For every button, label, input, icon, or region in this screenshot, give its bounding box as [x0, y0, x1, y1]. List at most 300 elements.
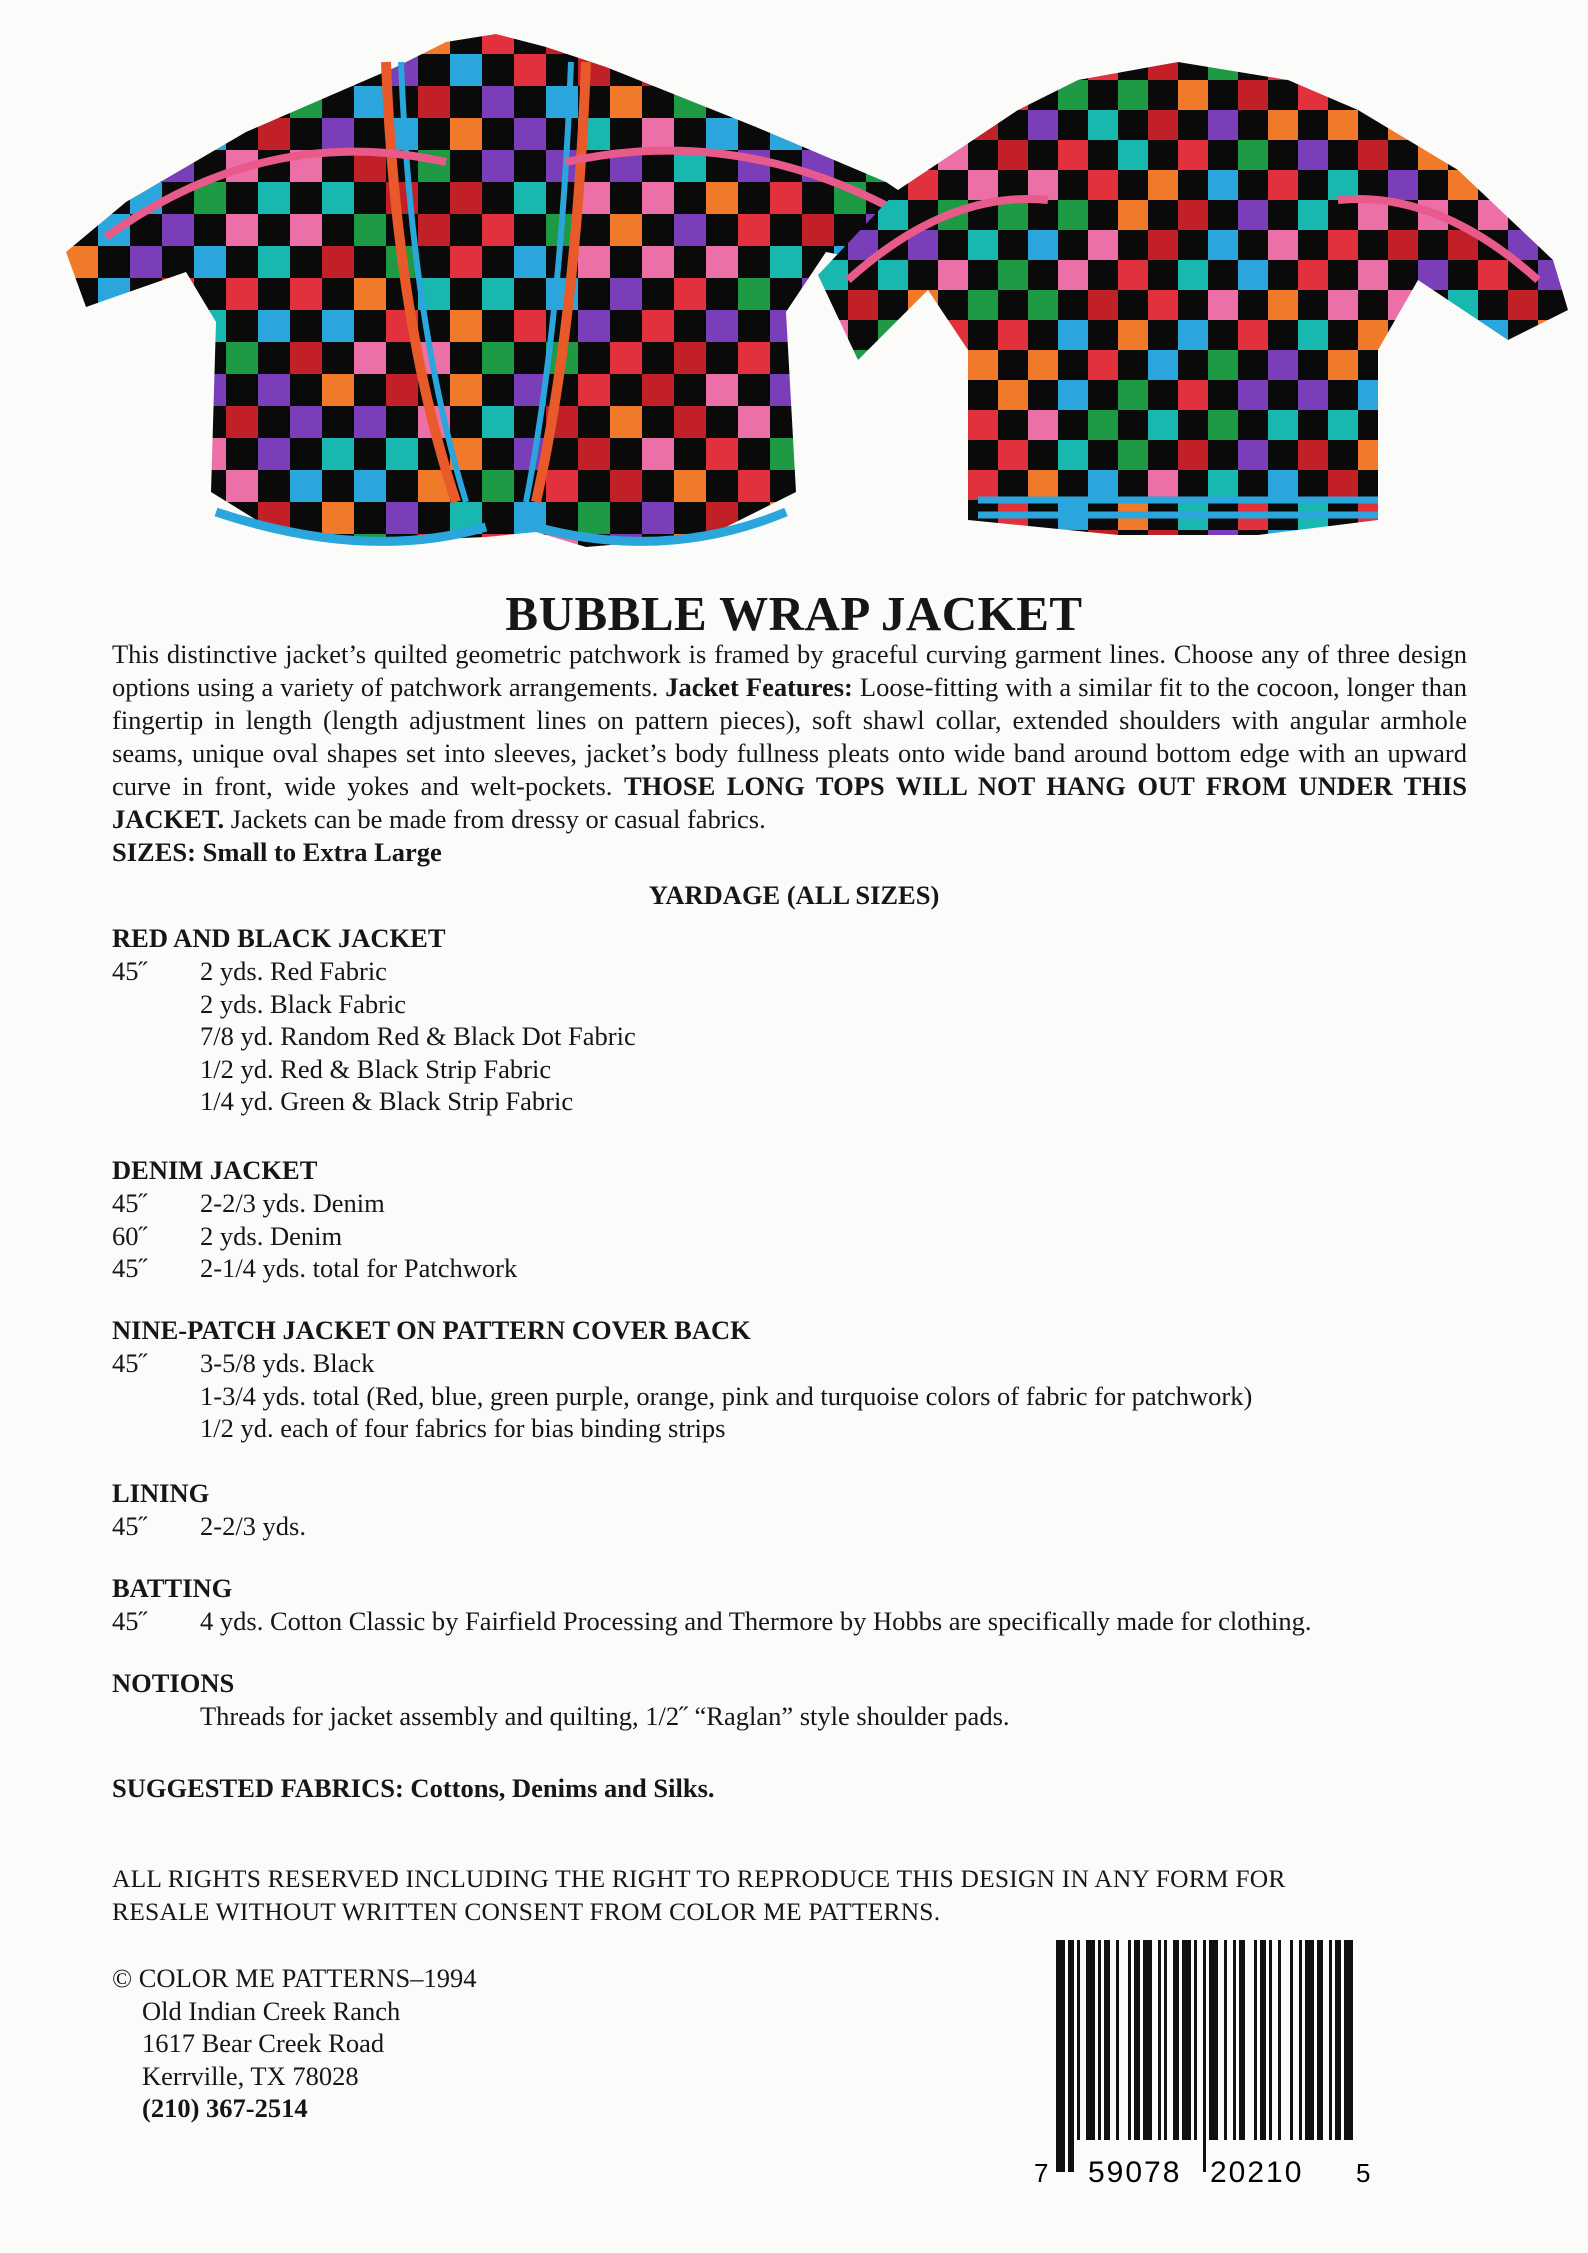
patch-square [878, 290, 908, 320]
patch-square [1478, 110, 1508, 140]
patch-square [1478, 470, 1508, 500]
patch-square [818, 410, 848, 440]
patch-square [1028, 140, 1058, 170]
patch-square [1088, 260, 1118, 290]
patch-square [968, 140, 998, 170]
patch-square [610, 502, 642, 534]
patch-square [1478, 380, 1508, 410]
patch-square [642, 310, 674, 342]
patch-square [706, 118, 738, 150]
patch-square [1538, 230, 1568, 260]
patch-square [908, 320, 938, 350]
patch-square [226, 374, 258, 406]
patch-square [322, 86, 354, 118]
patch-square [642, 278, 674, 310]
patch-square [290, 438, 322, 470]
patch-square [1208, 170, 1238, 200]
yardage-text: 1/2 yd. each of four fabrics for bias binding strips [200, 1413, 726, 1443]
patch-square [194, 342, 226, 374]
patch-square [1298, 200, 1328, 230]
patch-square [1508, 290, 1538, 320]
patch-square [1148, 440, 1178, 470]
patch-square [514, 310, 546, 342]
yardage-text: 2-2/3 yds. [200, 1511, 306, 1541]
patch-square [1328, 290, 1358, 320]
patch-square [226, 214, 258, 246]
patch-square [66, 342, 98, 374]
yardage-text: 2-2/3 yds. Denim [200, 1188, 385, 1218]
patch-square [610, 470, 642, 502]
barcode-bar [1182, 1940, 1191, 2140]
patch-square [998, 80, 1028, 110]
patch-square [578, 438, 610, 470]
patch-square [1208, 350, 1238, 380]
patch-square [482, 470, 514, 502]
publisher-address [112, 1962, 476, 2125]
patch-square [130, 374, 162, 406]
patch-square [1508, 440, 1538, 470]
patch-square [226, 86, 258, 118]
patch-square [1478, 50, 1508, 80]
patch-square [1418, 530, 1448, 540]
patch-square [878, 110, 908, 140]
patch-square [546, 150, 578, 182]
patch-square [770, 22, 802, 54]
patch-square [322, 438, 354, 470]
patch-square [674, 86, 706, 118]
patch-square [998, 110, 1028, 140]
patch-square [738, 182, 770, 214]
patch-square [290, 118, 322, 150]
patch-square [848, 440, 878, 470]
patch-square [1178, 200, 1208, 230]
patch-square [194, 86, 226, 118]
patch-square [706, 22, 738, 54]
patch-square [98, 374, 130, 406]
patch-square [450, 246, 482, 278]
barcode-bar [1194, 1940, 1197, 2140]
patch-square [322, 502, 354, 534]
patch-square [1118, 80, 1148, 110]
patch-square [66, 502, 98, 534]
patch-square [1028, 230, 1058, 260]
fabric-width: 45˝ [112, 1348, 148, 1378]
patch-square [1058, 290, 1088, 320]
address-ranch: Old Indian Creek Ranch [142, 1995, 401, 2026]
patch-square [354, 22, 386, 54]
barcode-bar [1317, 1940, 1323, 2140]
patch-square [1538, 350, 1568, 380]
patch-square [1058, 350, 1088, 380]
patch-square [1508, 80, 1538, 110]
patch-square [1118, 380, 1148, 410]
patch-square [1118, 140, 1148, 170]
patch-square [818, 50, 848, 80]
patch-square [1388, 170, 1418, 200]
patch-square [1028, 110, 1058, 140]
patch-square [98, 86, 130, 118]
patch-square [1478, 200, 1508, 230]
patch-square [578, 374, 610, 406]
patch-square [1238, 290, 1268, 320]
patch-square [1538, 530, 1568, 540]
patch-square [706, 310, 738, 342]
section-nine-patch [112, 1314, 1512, 1445]
patch-square [908, 500, 938, 530]
patch-square [1448, 530, 1478, 540]
patch-square [706, 214, 738, 246]
yardage-text: 1/4 yd. Green & Black Strip Fabric [200, 1086, 574, 1116]
patch-square [998, 50, 1028, 80]
patch-square [162, 342, 194, 374]
patch-square [354, 406, 386, 438]
patch-square [770, 534, 802, 552]
patch-square [1328, 200, 1358, 230]
patch-square [162, 54, 194, 86]
patch-square [818, 530, 848, 540]
barcode-bar [1254, 1940, 1257, 2140]
patch-square [1478, 320, 1508, 350]
patch-square [908, 140, 938, 170]
patch-square [1538, 260, 1568, 290]
patch-square [1358, 140, 1388, 170]
patch-square [290, 470, 322, 502]
patch-square [482, 182, 514, 214]
patch-square [1538, 410, 1568, 440]
patch-square [322, 342, 354, 374]
patch-square [1538, 290, 1568, 320]
patch-square [226, 246, 258, 278]
patch-square [194, 310, 226, 342]
patch-square [1448, 50, 1478, 80]
patch-square [482, 54, 514, 86]
patch-square [1388, 80, 1418, 110]
patch-square [1478, 350, 1508, 380]
patch-square [1508, 380, 1538, 410]
patch-square [1508, 320, 1538, 350]
patch-square [290, 182, 322, 214]
patch-square [938, 530, 968, 540]
patch-square [674, 310, 706, 342]
patch-square [98, 502, 130, 534]
patch-square [354, 342, 386, 374]
patch-square [848, 320, 878, 350]
patch-square [1388, 470, 1418, 500]
patch-square [1358, 230, 1388, 260]
patch-square [770, 406, 802, 438]
patch-square [1388, 440, 1418, 470]
patch-square [878, 470, 908, 500]
patch-square [818, 110, 848, 140]
patch-square [908, 110, 938, 140]
patch-square [1358, 320, 1388, 350]
patch-square [322, 22, 354, 54]
patch-square [546, 470, 578, 502]
patch-square [1268, 350, 1298, 380]
patch-square [130, 470, 162, 502]
patch-square [1058, 320, 1088, 350]
patch-square [98, 182, 130, 214]
patch-square [1478, 500, 1508, 530]
patch-square [1208, 200, 1238, 230]
patch-square [1358, 110, 1388, 140]
yardage-line [112, 1020, 1512, 1053]
patch-square [226, 22, 258, 54]
patch-square [1148, 290, 1178, 320]
patch-square [322, 214, 354, 246]
patch-square [386, 502, 418, 534]
patch-square [1238, 410, 1268, 440]
patch-square [290, 374, 322, 406]
patch-square [968, 260, 998, 290]
suggested-fabrics: SUGGESTED FABRICS: Cottons, Denims and Silks. [112, 1773, 715, 1803]
patch-square [194, 406, 226, 438]
patch-square [848, 200, 878, 230]
patch-square [998, 290, 1028, 320]
patch-square [1088, 410, 1118, 440]
patch-square [642, 182, 674, 214]
patch-square [848, 380, 878, 410]
patch-square [1268, 200, 1298, 230]
patch-square [674, 406, 706, 438]
patch-square [258, 54, 290, 86]
patch-square [968, 410, 998, 440]
patch-square [1418, 320, 1448, 350]
barcode-bar [1299, 1940, 1302, 2140]
patch-square [482, 342, 514, 374]
patch-square [818, 230, 848, 260]
patch-square [258, 118, 290, 150]
patch-square [1448, 140, 1478, 170]
patch-square [450, 374, 482, 406]
patch-square [674, 182, 706, 214]
patch-square [998, 380, 1028, 410]
patch-square [290, 86, 322, 118]
patch-square [818, 350, 848, 380]
patch-square [162, 310, 194, 342]
patch-square [908, 260, 938, 290]
patch-square [968, 470, 998, 500]
patch-square [98, 150, 130, 182]
section-title: NOTIONS [112, 1668, 235, 1698]
barcode-bar [1269, 1940, 1272, 2140]
page-title: BUBBLE WRAP JACKET [505, 586, 1083, 641]
patch-square [354, 470, 386, 502]
patch-square [226, 534, 258, 552]
patch-square [968, 50, 998, 80]
patch-square [1058, 170, 1088, 200]
patch-square [1388, 350, 1418, 380]
barcode-bars [1056, 1940, 1353, 2172]
patch-square [1328, 230, 1358, 260]
patch-square [770, 470, 802, 502]
rights-notice [112, 1862, 1286, 1928]
patch-square [1538, 320, 1568, 350]
patch-square [1028, 440, 1058, 470]
patch-square [1058, 260, 1088, 290]
barcode-bar [1086, 1940, 1095, 2140]
barcode-bar [1260, 1940, 1266, 2140]
patch-square [706, 86, 738, 118]
address-street: 1617 Bear Creek Road [142, 2028, 385, 2058]
patch-square [66, 246, 98, 278]
patch-square [1448, 80, 1478, 110]
patch-square [642, 502, 674, 534]
patch-square [818, 470, 848, 500]
patch-square [1328, 470, 1358, 500]
patch-square [1298, 410, 1328, 440]
patch-square [642, 438, 674, 470]
patch-square [848, 410, 878, 440]
patch-square [642, 214, 674, 246]
patch-square [938, 500, 968, 530]
patch-square [1418, 110, 1448, 140]
patch-square [1418, 230, 1448, 260]
patch-square [162, 502, 194, 534]
patch-square [818, 80, 848, 110]
patch-square [1178, 170, 1208, 200]
patch-square [130, 342, 162, 374]
yardage-text: 2-1/4 yds. total for Patchwork [200, 1253, 518, 1283]
patch-square [848, 470, 878, 500]
barcode-bar [1239, 1940, 1245, 2140]
patch-square [706, 342, 738, 374]
patch-square [938, 260, 968, 290]
patch-square [514, 54, 546, 86]
patch-square [162, 118, 194, 150]
patch-square [818, 320, 848, 350]
patch-square [1208, 110, 1238, 140]
patch-square [66, 150, 98, 182]
patch-square [738, 406, 770, 438]
patch-square [1118, 350, 1148, 380]
patch-square [514, 118, 546, 150]
patch-square [1028, 380, 1058, 410]
patch-square [66, 182, 98, 214]
patch-square [1028, 80, 1058, 110]
patch-square [738, 310, 770, 342]
patch-square [162, 534, 194, 552]
patch-square [610, 278, 642, 310]
patch-square [130, 310, 162, 342]
patch-square [66, 406, 98, 438]
patch-square [968, 320, 998, 350]
patch-square [386, 22, 418, 54]
patch-square [1448, 380, 1478, 410]
patch-square [1298, 170, 1328, 200]
patch-square [1418, 50, 1448, 80]
barcode-bar [1329, 1940, 1332, 2140]
patch-square [938, 290, 968, 320]
patch-square [1178, 410, 1208, 440]
patch-square [968, 230, 998, 260]
patch-square [1268, 260, 1298, 290]
patch-square [938, 170, 968, 200]
patch-square [610, 342, 642, 374]
patch-square [770, 278, 802, 310]
section-title: BATTING [112, 1573, 233, 1603]
patch-square [968, 110, 998, 140]
patch-square [674, 214, 706, 246]
patch-square [1058, 200, 1088, 230]
patch-square [1178, 530, 1208, 540]
patch-square [1028, 320, 1058, 350]
patch-square [1448, 290, 1478, 320]
patch-square [482, 214, 514, 246]
patch-square [1298, 530, 1328, 540]
patch-square [130, 502, 162, 534]
patch-square [1238, 260, 1268, 290]
patch-square [1538, 50, 1568, 80]
barcode-bar [1068, 1940, 1074, 2172]
patchwork-back [818, 50, 1568, 540]
patch-square [1328, 140, 1358, 170]
patchwork-front [66, 22, 946, 552]
yardage-line [112, 1510, 1512, 1543]
patch-square [130, 150, 162, 182]
patch-square [1028, 410, 1058, 440]
patch-square [1268, 170, 1298, 200]
phone-number: (210) 367-2514 [142, 2093, 308, 2123]
patch-square [578, 278, 610, 310]
yardage-line [112, 1412, 1512, 1445]
patch-square [1508, 200, 1538, 230]
patch-square [1118, 200, 1148, 230]
patch-square [354, 118, 386, 150]
barcode-bar [1143, 1940, 1152, 2140]
patch-square [98, 534, 130, 552]
patch-square [1178, 140, 1208, 170]
patch-square [968, 380, 998, 410]
patch-square [514, 86, 546, 118]
patch-square [354, 438, 386, 470]
patch-square [1118, 260, 1148, 290]
patch-square [1358, 440, 1388, 470]
patch-square [66, 214, 98, 246]
patch-square [1478, 260, 1508, 290]
yardage-heading: YARDAGE (ALL SIZES) [648, 880, 940, 910]
patch-square [546, 118, 578, 150]
patch-square [1358, 470, 1388, 500]
patch-square [998, 350, 1028, 380]
patch-square [130, 22, 162, 54]
patch-square [290, 278, 322, 310]
patch-square [674, 278, 706, 310]
patch-square [998, 320, 1028, 350]
patch-square [130, 86, 162, 118]
patch-square [1058, 380, 1088, 410]
patch-square [1178, 320, 1208, 350]
patch-square [130, 438, 162, 470]
patch-square [322, 310, 354, 342]
patch-square [706, 470, 738, 502]
patch-square [482, 374, 514, 406]
patch-square [450, 214, 482, 246]
patch-square [1328, 410, 1358, 440]
patch-square [1118, 470, 1148, 500]
patch-square [1238, 470, 1268, 500]
patch-square [968, 170, 998, 200]
patch-square [642, 22, 674, 54]
fabric-width: 45˝ [112, 1188, 148, 1218]
patch-square [1448, 470, 1478, 500]
patch-square [322, 406, 354, 438]
patch-square [162, 406, 194, 438]
barcode-bar [1104, 1940, 1110, 2140]
patch-square [1358, 260, 1388, 290]
patch-square [1388, 140, 1418, 170]
patch-square [1178, 80, 1208, 110]
